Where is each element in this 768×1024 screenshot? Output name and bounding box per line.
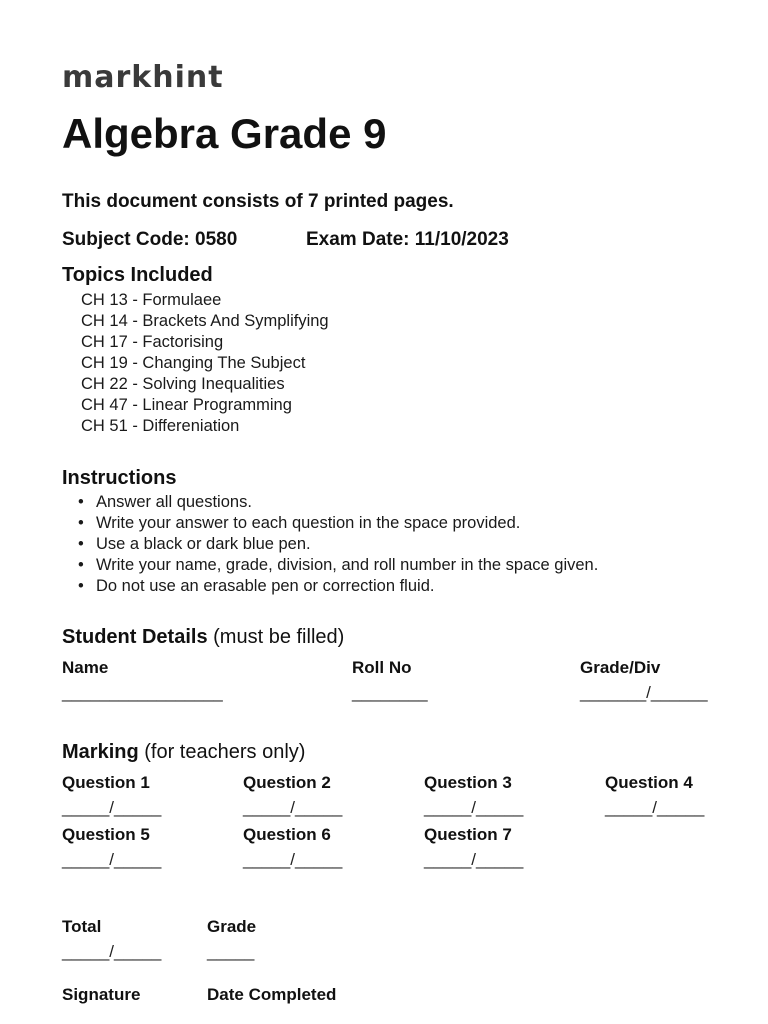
question-label: Question 5 bbox=[62, 825, 150, 844]
instruction-item bbox=[78, 513, 598, 534]
topic-item: CH 19 - Changing The Subject bbox=[81, 354, 306, 372]
instruction-text: Use a black or dark blue pen. bbox=[96, 535, 311, 553]
document-title: Algebra Grade 9 bbox=[62, 110, 387, 157]
exam-date: Exam Date: 11/10/2023 bbox=[306, 229, 509, 250]
bullet-icon: • bbox=[78, 577, 84, 595]
topic-item: CH 51 - Differeniation bbox=[81, 417, 240, 435]
grade-div-blank[interactable]: _______/______ bbox=[580, 683, 708, 702]
question-label: Question 6 bbox=[243, 825, 331, 844]
date-completed-field[interactable] bbox=[207, 985, 336, 1005]
score-blank[interactable]: _____/_____ bbox=[62, 798, 162, 817]
score-blank[interactable]: _____/_____ bbox=[424, 850, 524, 869]
student-details-title: Student Details bbox=[62, 626, 208, 648]
instruction-item bbox=[78, 534, 598, 555]
name-blank[interactable]: _________________ bbox=[62, 683, 223, 702]
score-blank[interactable]: _____/_____ bbox=[243, 798, 343, 817]
grade-div-label: Grade/Div bbox=[580, 658, 661, 677]
question-label: Question 4 bbox=[605, 773, 693, 792]
topic-item: CH 22 - Solving Inequalities bbox=[81, 375, 285, 393]
question-7-score[interactable] bbox=[424, 825, 523, 871]
topics-heading: Topics Included bbox=[62, 264, 213, 286]
grade-label: Grade bbox=[207, 917, 257, 936]
bullet-icon: • bbox=[78, 493, 84, 511]
total-label: Total bbox=[62, 917, 102, 936]
score-blank[interactable]: _____/_____ bbox=[62, 850, 162, 869]
signature-field[interactable] bbox=[62, 985, 140, 1005]
score-blank[interactable]: _____/_____ bbox=[243, 850, 343, 869]
total-blank[interactable]: _____/_____ bbox=[62, 942, 162, 961]
topic-item: CH 14 - Brackets And Symplifying bbox=[81, 312, 329, 330]
question-label: Question 2 bbox=[243, 773, 331, 792]
topic-item: CH 17 - Factorising bbox=[81, 333, 224, 351]
total-score-field[interactable] bbox=[62, 917, 161, 963]
signature-label: Signature bbox=[62, 985, 141, 1004]
instructions-heading: Instructions bbox=[62, 467, 177, 489]
score-blank[interactable]: _____/_____ bbox=[605, 798, 705, 817]
instruction-item bbox=[78, 576, 598, 597]
question-label: Question 3 bbox=[424, 773, 512, 792]
grade-blank[interactable]: _____ bbox=[207, 942, 255, 961]
name-field[interactable] bbox=[62, 658, 223, 704]
grade-field[interactable] bbox=[207, 917, 256, 963]
question-label: Question 1 bbox=[62, 773, 150, 792]
instruction-item bbox=[78, 555, 598, 576]
question-4-score[interactable] bbox=[605, 773, 704, 819]
marking-note: (for teachers only) bbox=[144, 741, 306, 763]
student-details-note: (must be filled) bbox=[213, 626, 345, 648]
marking-heading bbox=[62, 741, 305, 764]
question-6-score[interactable] bbox=[243, 825, 342, 871]
question-label: Question 7 bbox=[424, 825, 512, 844]
date-completed-label: Date Completed bbox=[207, 985, 337, 1004]
name-label: Name bbox=[62, 658, 109, 677]
question-2-score[interactable] bbox=[243, 773, 342, 819]
instructions-list bbox=[78, 492, 598, 597]
question-3-score[interactable] bbox=[424, 773, 523, 819]
grade-div-field[interactable] bbox=[580, 658, 708, 704]
page-count-note: This document consists of 7 printed pages. bbox=[62, 191, 454, 212]
topic-item: CH 47 - Linear Programming bbox=[81, 396, 292, 414]
student-details-heading bbox=[62, 626, 344, 649]
roll-no-label: Roll No bbox=[352, 658, 412, 677]
roll-no-field[interactable] bbox=[352, 658, 428, 704]
marking-title: Marking bbox=[62, 741, 139, 763]
instruction-text: Answer all questions. bbox=[96, 493, 252, 511]
roll-no-blank[interactable]: ________ bbox=[352, 683, 428, 702]
instruction-text: Do not use an erasable pen or correction fluid. bbox=[96, 577, 435, 595]
bullet-icon: • bbox=[78, 556, 84, 574]
instruction-item bbox=[78, 492, 598, 513]
bullet-icon: • bbox=[78, 535, 84, 553]
topic-item: CH 13 - Formulaee bbox=[81, 291, 222, 309]
question-1-score[interactable] bbox=[62, 773, 161, 819]
question-5-score[interactable] bbox=[62, 825, 161, 871]
bullet-icon: • bbox=[78, 514, 84, 532]
topics-list bbox=[81, 290, 329, 437]
score-blank[interactable]: _____/_____ bbox=[424, 798, 524, 817]
markhint-logo: markhint bbox=[62, 60, 224, 95]
instruction-text: Write your answer to each question in the space provided. bbox=[96, 514, 521, 532]
instruction-text: Write your name, grade, division, and roll number in the space given. bbox=[96, 556, 599, 574]
subject-code: Subject Code: 0580 bbox=[62, 229, 238, 250]
